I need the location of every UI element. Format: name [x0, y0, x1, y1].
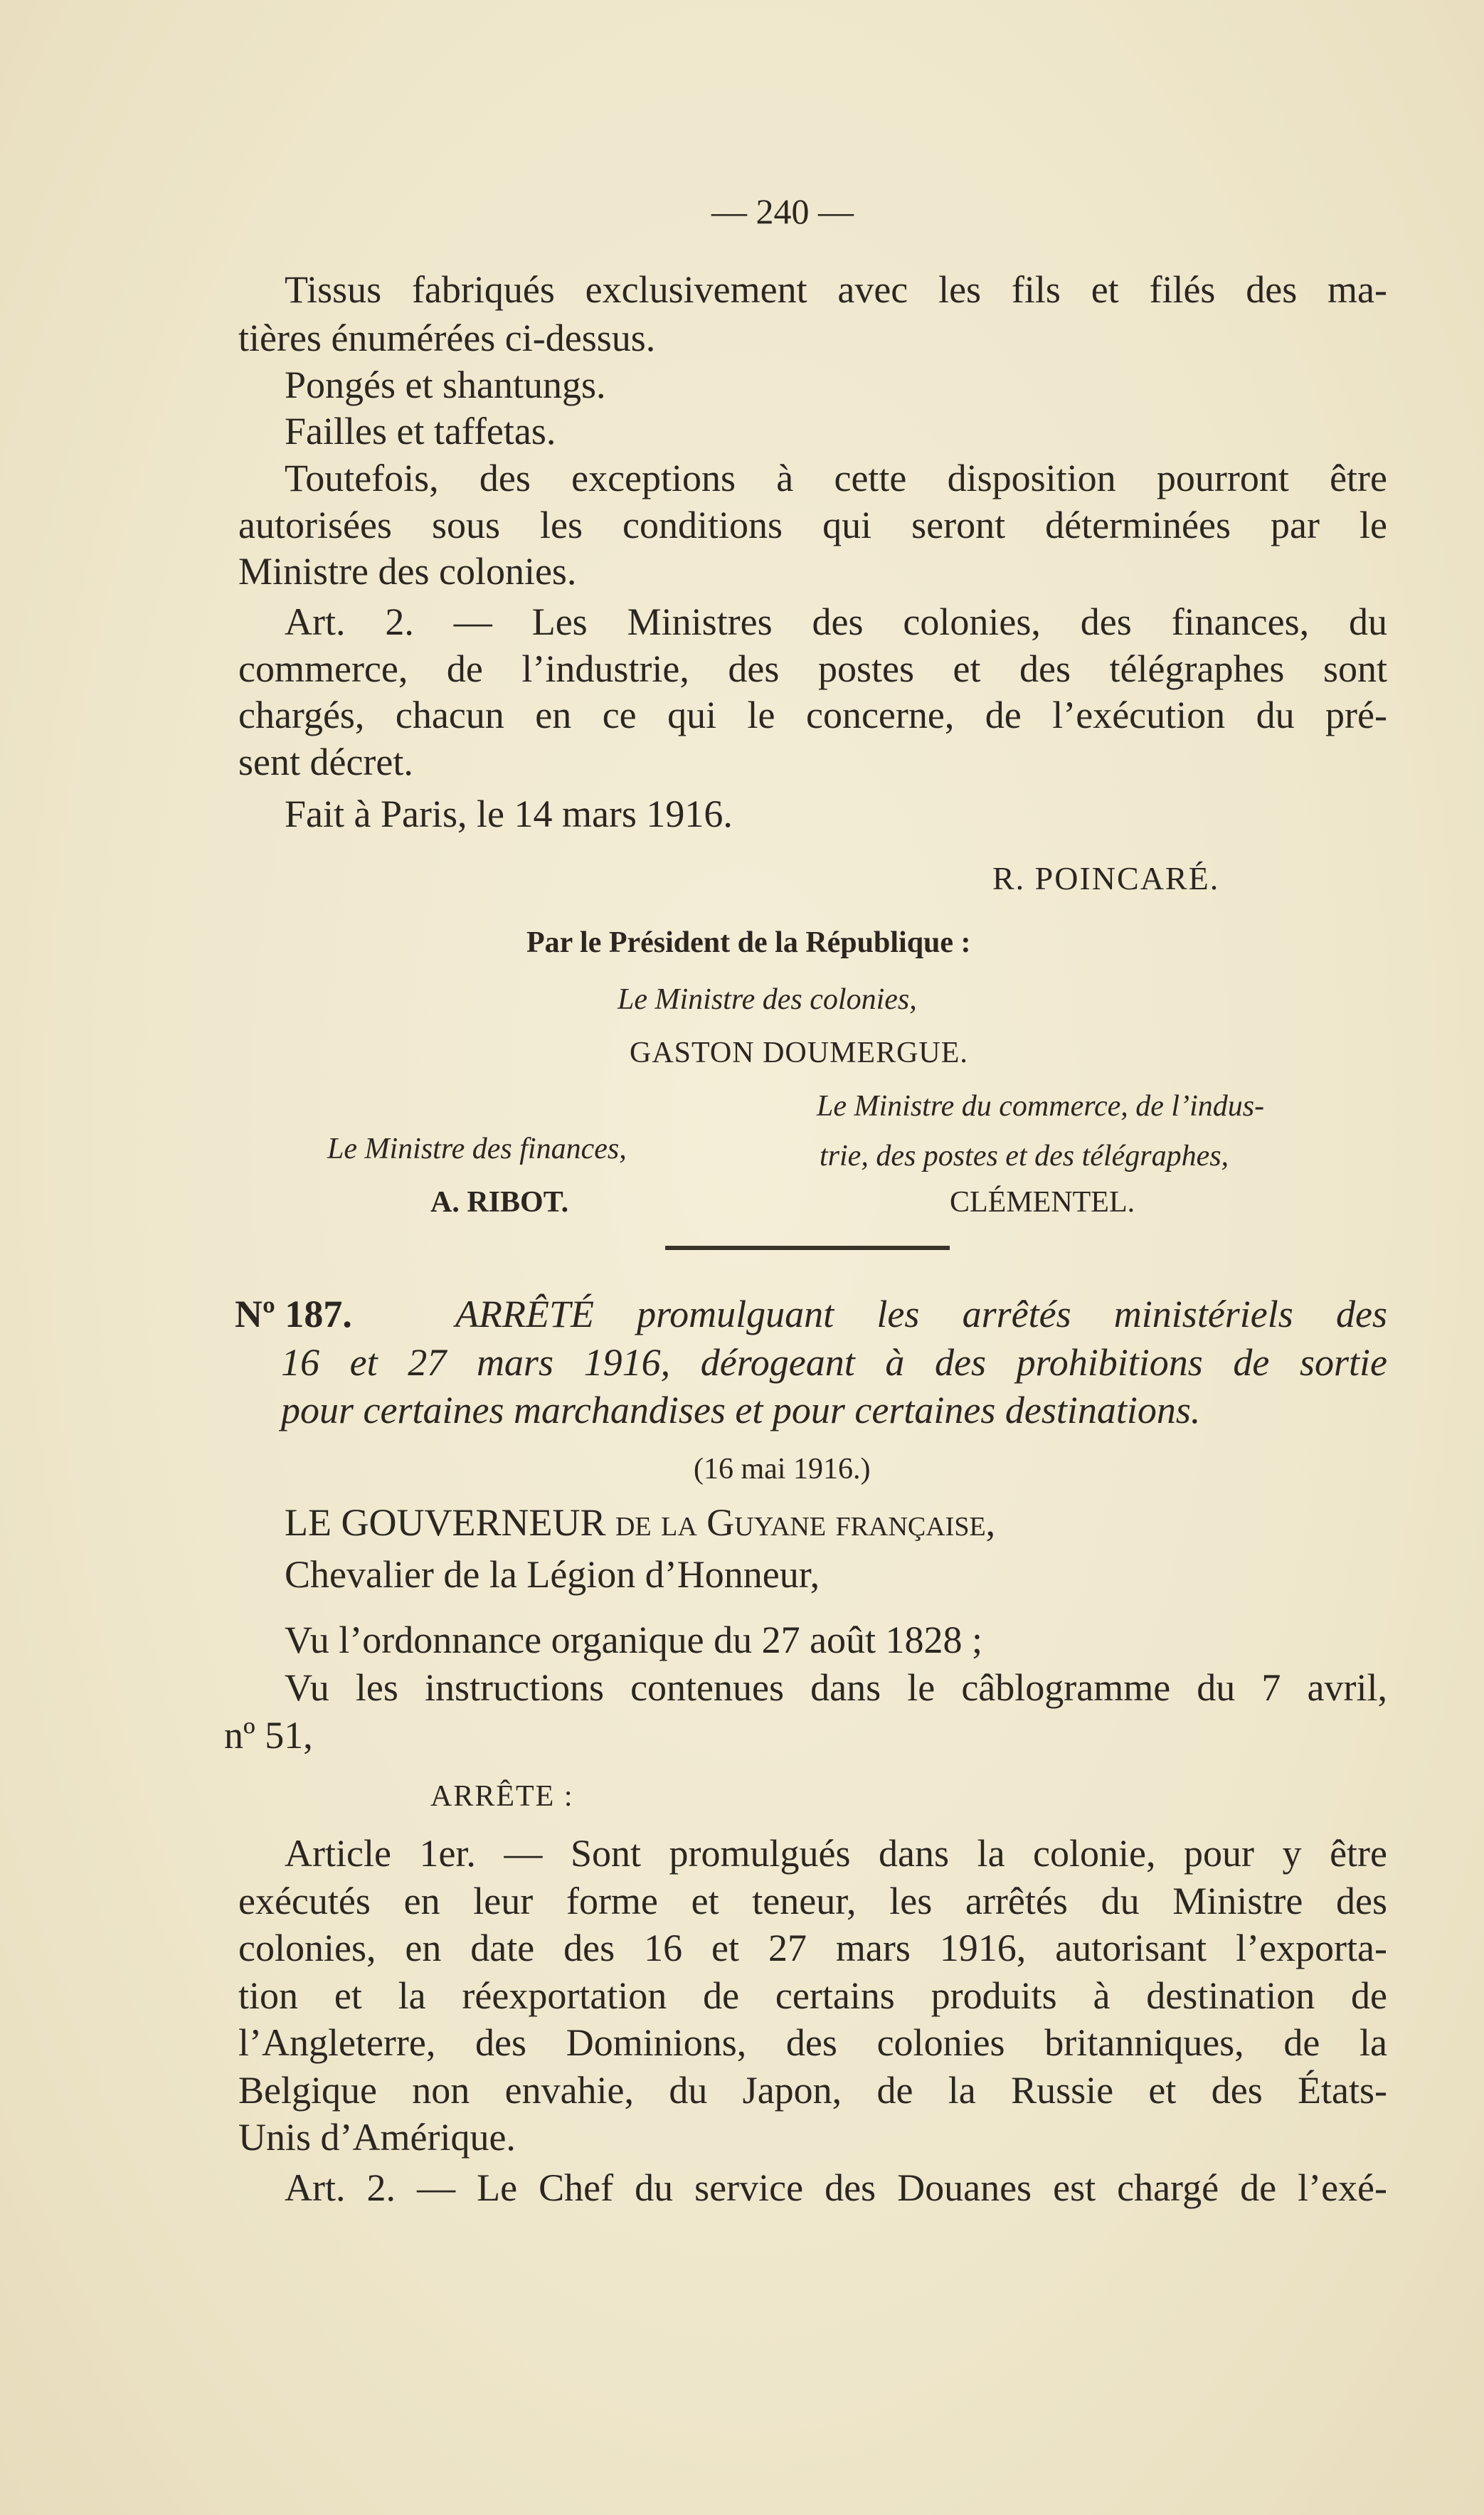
text-line: Unis d’Amérique. — [238, 2116, 516, 2159]
page-number: — 240 — — [711, 191, 854, 231]
signature-title: Le Ministre du commerce, de l’indus- — [817, 1090, 1265, 1123]
signature-president: R. POINCARÉ. — [992, 860, 1220, 896]
signature-name: CLÉMENTEL. — [950, 1186, 1135, 1219]
arrete-date: (16 mai 1916.) — [694, 1453, 871, 1486]
text-line: Toutefois, des exceptions à cette disposition pourront être — [285, 457, 1387, 499]
text-line: autorisées sous les conditions qui seront déterminées par le — [238, 504, 1387, 546]
text-line: Art. 2. — Les Ministres des colonies, des finances, du — [285, 600, 1387, 643]
text-line: nº 51, — [224, 1714, 313, 1757]
text-line: colonies, en date des 16 et 27 mars 1916, autorisant l’exporta- — [238, 1927, 1387, 1969]
arrete-label: ARRÊTE : — [430, 1780, 574, 1813]
text-line: tion et la réexportation de certains produits à destination de — [238, 1974, 1387, 2017]
text-line: exécutés en leur forme et teneur, les arrêtés du Ministre des — [238, 1880, 1387, 1922]
text-line: tières énumérées ci-dessus. — [238, 317, 656, 359]
text-line: Belgique non envahie, du Japon, de la Russie et des États- — [238, 2069, 1387, 2112]
arrete-title: ARRÊTÉ promulguant les arrêtés ministériels des — [455, 1293, 1387, 1335]
text-line: l’Angleterre, des Dominions, des colonies britanniques, de la — [238, 2021, 1387, 2064]
text-line: Vu les instructions contenues dans le câblogramme du 7 avril, — [285, 1666, 1387, 1709]
text-line: Art. 2. — Le Chef du service des Douanes est chargé de l’exé- — [285, 2166, 1387, 2209]
arrete-number: Nº 187. — [235, 1293, 352, 1335]
text-line: Pongés et shantungs. — [285, 364, 606, 406]
text-line: Fait à Paris, le 14 mars 1916. — [285, 793, 733, 835]
signature-title: trie, des postes et des télégraphes, — [820, 1140, 1229, 1172]
section-divider — [665, 1246, 950, 1250]
text-line: Failles et taffetas. — [285, 410, 556, 452]
text-line: Vu l’ordonnance organique du 27 août 1828 ; — [285, 1619, 983, 1661]
text-line: Ministre des colonies. — [238, 550, 577, 593]
signature-title: Le Ministre des finances, — [327, 1133, 627, 1165]
text-line: Tissus fabriqués exclusivement avec les fils et filés des ma- — [285, 268, 1387, 311]
text-line: chargés, chacun en ce qui le concerne, de l’exécution du pré- — [238, 694, 1387, 736]
text-line: Article 1er. — Sont promulgués dans la colonie, pour y être — [285, 1832, 1387, 1875]
text-line: commerce, de l’industrie, des postes et des télégraphes sont — [238, 647, 1387, 690]
text-line: LE GOUVERNEUR de la Guyane française, — [285, 1501, 996, 1544]
signature-title: Le Ministre des colonies, — [618, 983, 917, 1016]
signature-name: A. RIBOT. — [430, 1186, 569, 1219]
text-line: sent décret. — [238, 741, 413, 783]
signature-name: GASTON DOUMERGUE. — [630, 1037, 968, 1069]
arrete-title: 16 et 27 mars 1916, dérogeant à des prohibitions de sortie — [281, 1341, 1387, 1384]
text-line: Chevalier de la Légion d’Honneur, — [285, 1553, 820, 1596]
signature-intro: Par le Président de la République : — [526, 926, 971, 959]
arrete-title: pour certaines marchandises et pour certaines destinations. — [281, 1389, 1201, 1431]
